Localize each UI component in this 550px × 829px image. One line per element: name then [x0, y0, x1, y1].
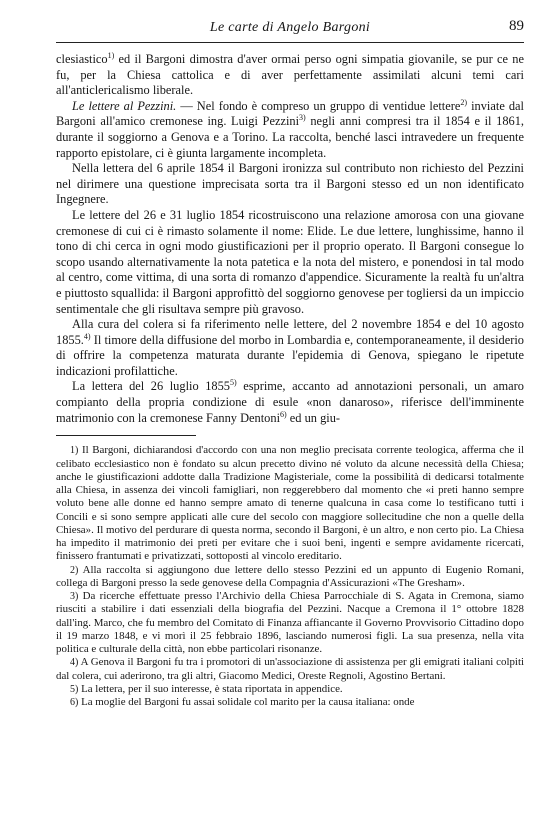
footnote-ref: 4): [83, 331, 91, 341]
paragraph-3: Nella lettera del 6 aprile 1854 il Bargoni ironizza sul contributo non richiesto del Pezzini nel dirimere una questione imprecisata sorta tra il Bargoni stesso ed un non identificato Ingegnere.: [56, 161, 524, 207]
section-heading: Le lettere al Pezzini.: [72, 98, 177, 113]
paragraph-2: [56, 99, 524, 161]
paragraph-text: clesiastico: [56, 52, 108, 66]
page-header: [56, 14, 524, 43]
paragraph-1: [56, 52, 524, 99]
paragraph-4: Le lettere del 26 e 31 luglio 1854 ricostruiscono una relazione amorosa con una giovane cremonese di cui ci è rimasto solamente il nome: Elide. Le due lettere, lunghissime, hanno il tono di chi cerca in ogni modo giustificazioni per il proprio operato. Il Bargoni consegue lo scopo usando alternativamente la nota patetica e la nota del mistero, e ponendosi in tal modo al centro, come vittima, di una sorta di romanzo d'appendice. Sicuramente la realtà fu un'altra e piuttosto squallida: il Bargoni approfittò del soggiorno genovese per togliersi da un impiccio sentimentale che gli risultava sempre più gravoso.: [56, 207, 524, 316]
footnote-4: [56, 656, 524, 683]
footnote-2: [56, 564, 524, 591]
footnote-text: La moglie del Bargoni fu assai solidale col marito per la causa italiana: onde: [81, 696, 415, 708]
footnote-number: 6): [70, 697, 79, 708]
footnotes: [56, 444, 524, 709]
footnote-ref: 3): [299, 113, 306, 123]
paragraph-text: negli anni compresi tra il 1854 e il 1861, durante il soggiorno a Genova e a Torino. La raccolta, benché lasci intravedere un frequente rapporto epistolare, ci è giunta largamente incompleta.: [56, 114, 525, 160]
footnote-number: 3): [70, 591, 79, 602]
paragraph-text: Alla cura del colera si fa riferimento nelle lettere, del 2 novembre 1854 e del 10 agosto 1855.: [56, 317, 524, 347]
footnote-number: 5): [70, 683, 79, 695]
paragraph-5: [56, 317, 524, 379]
footnote-ref: 5): [229, 378, 237, 388]
footnote-separator: [56, 435, 196, 436]
footnote-3: [56, 590, 524, 656]
footnote-ref: 6): [280, 409, 287, 419]
footnote-text: A Genova il Bargoni fu tra i promotori di un'associazione di assistenza per gli emigrati italiani colpiti dal colera, cui aderirono, tra gli altri, Giacomo Medici, Oreste Regnoli, Agostino Bertani.: [56, 656, 524, 682]
page-number: 89: [509, 18, 524, 34]
footnote-text: Il Bargoni, dichiarandosi d'accordo con una non meglio precisata corrente teologica, afferma che il celibato ecclesiastico non è fondato su alcun precetto divino né voluto da alcune necessità della Chiesa; anche le giustificazioni addotte dalla Tradizione Magisteriale, come la possibilità di dedicarsi totalmente alla Chiesa, in assenza dei vincoli famigliari, non reggerebbero dal momento che «i preti hanno sempre voluto bene alle donne ed hanno sempre amato di tenerne qualcuna in casa come lo testificano tutti i Concili e si sono sempre applicati alle cure del secolo con maggiore sollecitudine che non a quelle della Chiesa». Il motivo del perdurare di questa norma, secondo il Bargoni, è un altro, e non certo pio. La Chiesa ha impedito il matrimonio dei preti per evitare che i suoi beni, ingenti e sempre avidamente ricercati, finissero frantumati e privatizzati, sottoposti al vincolo ereditario.: [56, 444, 524, 563]
footnote-ref: 2): [460, 97, 468, 107]
main-text: [56, 52, 524, 426]
footnote-ref: 1): [107, 50, 115, 60]
running-title: Le carte di Angelo Bargoni: [209, 20, 371, 35]
paragraph-text: — Nel fondo è compreso un gruppo di ventidue lettere: [176, 98, 461, 113]
paragraph-text: esprime, accanto ad annotazioni personali, un amaro compianto della propria condizione di esule «non danaroso», riferisce dell'imminente matrimonio con la cremonese Fanny Dentoni: [56, 379, 524, 425]
footnote-6: [56, 696, 524, 709]
footnote-text: Alla raccolta si aggiungono due lettere dello stesso Pezzini ed un appunto di Eugenio Romani, collega di Bargoni presso la sede genovese della Compagnia d'Assicurazioni «The Gresham».: [56, 563, 524, 589]
paragraph-6: [56, 379, 524, 426]
paragraph-text: inviate dal Bargoni all'amico cremonese ing. Luigi Pezzini: [56, 98, 524, 129]
footnote-text: La lettera, per il suo interesse, è stata riportata in appendice.: [81, 682, 343, 695]
footnote-1: [56, 444, 524, 563]
footnote-5: [56, 683, 524, 696]
paragraph-text: ed il Bargoni dimostra d'aver ormai perso ogni simpatia giovanile, se pur ce ne fu, per la Chiesa cattolica e di aver perfettamente assimilati alcuni temi cari all'anticlericalismo liberale.: [56, 52, 524, 98]
paragraph-text: ed un giu-: [286, 410, 341, 425]
footnote-number: 4): [70, 657, 79, 669]
paragraph-text: Il timore della diffusione del morbo in Lombardia e, contemporaneamente, il desiderio di offrire la competenza maturata durante l'epidemia di Genova, spiegano le ripetute indicazioni profilattiche.: [56, 332, 524, 378]
footnote-number: 1): [70, 445, 79, 457]
footnote-number: 2): [70, 564, 79, 576]
footnote-text: Da ricerche effettuate presso l'Archivio della Chiesa Parrocchiale di S. Agata in Cremona, siamo riusciti a stabilire i dati essenziali della biografia del Pezzini. Nacque a Cremona il 1° ottobre 1828 dall'ing. Marco, che fu membro del Comitato di Finanza affiancante il Governo Provvisorio Cittadino dopo il 19 marzo 1848, e vi morì il 25 febbraio 1896, lasciando numerosi figli. La sua presenza, nella vita politica e culturale della città, non ebbe particolari risonanze.: [56, 590, 524, 655]
paragraph-text: La lettera del 26 luglio 1855: [72, 379, 230, 394]
